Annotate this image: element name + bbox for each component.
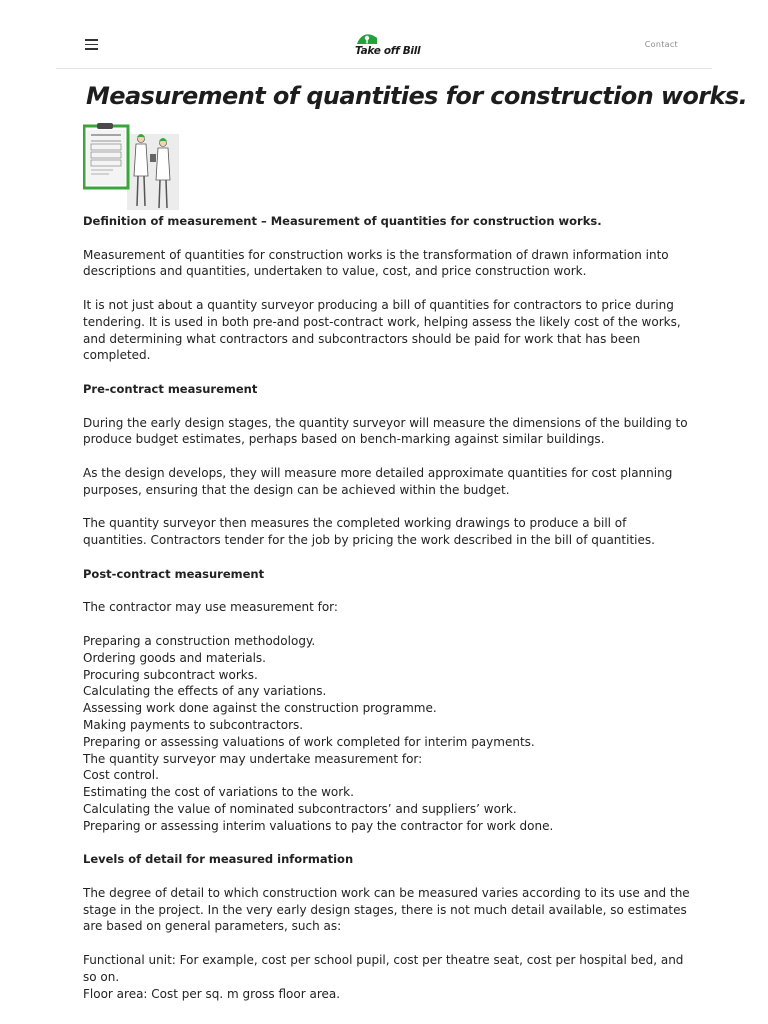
list-item: Preparing or assessing interim valuations to pay the contractor for work done. <box>83 818 554 833</box>
list-item: Making payments to subcontractors. <box>83 717 304 732</box>
levels-heading: Levels of detail for measured information <box>83 852 354 867</box>
hero-illustration <box>83 122 180 210</box>
post-contract-heading: Post-contract measurement <box>83 566 265 581</box>
article-body <box>83 213 693 1002</box>
list-item: Ordering goods and materials. <box>83 650 266 665</box>
site-logo[interactable] <box>354 32 424 62</box>
pre-contract-paragraph: During the early design stages, the quantity surveyor will measure the dimensions of the building to produce budget estimates, perhaps based on bench-marking against similar buildings. <box>83 415 688 447</box>
list-item: Calculating the value of nominated subcontractors’ and suppliers’ work. <box>83 801 517 816</box>
contact-link[interactable]: Contact <box>644 40 678 49</box>
list-item: Procuring subcontract works. <box>83 667 258 682</box>
logo-hill-icon <box>356 32 380 45</box>
intro-paragraph: It is not just about a quantity surveyor producing a bill of quantities for contractors to price during tendering. It is used in both pre-and post-contract work, helping assess the likely cost of the works, and determining what contractors and subcontractors should be paid for work that has been completed. <box>83 297 681 363</box>
list-item: Calculating the effects of any variations. <box>83 684 327 699</box>
clipboard-surveyors-illustration <box>83 122 180 210</box>
list-item: Functional unit: For example, cost per school pupil, cost per theatre seat, cost per hospital bed, and so on. <box>83 953 684 984</box>
list-item: Cost control. <box>83 768 159 783</box>
list-item: Assessing work done against the construction programme. <box>83 701 437 716</box>
list-item: Preparing or assessing valuations of work completed for interim payments. <box>83 734 535 749</box>
list-item: Floor area: Cost per sq. m gross floor area. <box>83 986 341 1001</box>
intro-paragraph: Measurement of quantities for construction works is the transformation of drawn information into descriptions and quantities, undertaken to value, cost, and price construction work. <box>83 247 669 279</box>
hamburger-menu-icon[interactable] <box>85 39 98 50</box>
logo-text: Take off Bill <box>355 45 421 57</box>
page-title: Measurement of quantities for construction works. <box>86 82 748 110</box>
pre-contract-paragraph: The quantity surveyor then measures the completed working drawings to produce a bill of quantities. Contractors tender for the job by pricing the work described in the bill of quantities. <box>83 516 655 548</box>
post-contract-intro: The contractor may use measurement for: <box>83 600 338 615</box>
pre-contract-heading: Pre-contract measurement <box>83 381 258 396</box>
pre-contract-paragraph: As the design develops, they will measure more detailed approximate quantities for cost planning purposes, ensuring that the design can be achieved within the budget. <box>83 465 673 497</box>
definition-heading: Definition of measurement – Measurement of quantities for construction works. <box>83 214 602 228</box>
levels-paragraph: The degree of detail to which construction work can be measured varies according to its use and the stage in the project. In the very early design stages, there is not much detail available, so estimates are based on general parameters, such as: <box>83 885 690 934</box>
list-item: The quantity surveyor may undertake measurement for: <box>83 751 423 766</box>
top-navigation-bar <box>56 0 712 69</box>
list-item: Estimating the cost of variations to the work. <box>83 785 354 800</box>
list-item: Preparing a construction methodology. <box>83 633 316 648</box>
